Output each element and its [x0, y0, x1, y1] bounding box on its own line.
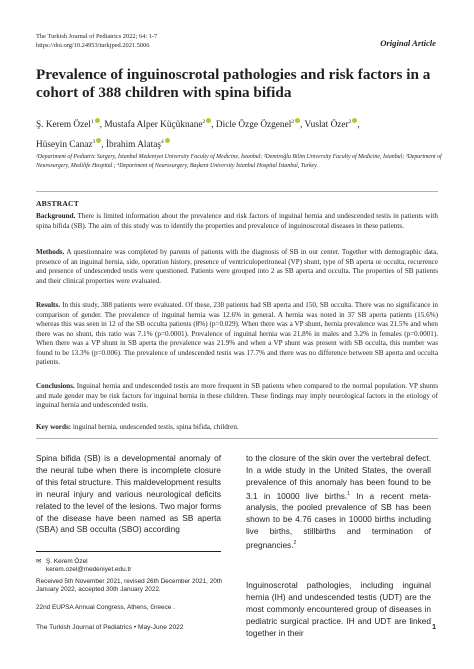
abstract-heading: ABSTRACT: [36, 199, 79, 208]
orcid-icon[interactable]: [96, 138, 101, 143]
body-right-paragraph: Inguinoscrotal pathologies, including inguinal hernia (IH) and undescended testis (UDT) are the most commonly encountered group of diseases in pediatric surgical practice. IH and UDT are linked together in their: [246, 580, 431, 638]
correspondence-name: Ş. Kerem Özel: [46, 558, 88, 565]
author-5: Hüseyin Canaz$^3$: [36, 140, 101, 150]
abstract-conclusions: Conclusions. Inguinal hernia and undescended testis are more frequent in SB patients when compared to the normal population. VP shunts and male gender may be risk factors for inguinal hernia in these children. These findings may imply neurological factors in the etiology of inguinal hernia and undescended testis.: [36, 382, 438, 409]
divider: [36, 191, 438, 192]
article-type-label: Original Article: [380, 38, 436, 48]
author-list: Ş. Kerem Özel$^1$ , Mustafa Alper Küçüknane$^2$ , Dicle Özge Özgenel$^2$ , Vuslat Özer$^2$ , Hüseyin Canaz$^3$ , İbrahim Alataş$^4$: [36, 119, 360, 151]
author-1: Ş. Kerem Özel$^1$: [36, 120, 100, 130]
orcid-icon[interactable]: [95, 118, 100, 123]
orcid-icon[interactable]: [295, 118, 300, 123]
divider: [36, 438, 438, 439]
abstract-keywords: Key words: inguinal hernia, undescended testis, spina bifida, children.: [36, 423, 239, 431]
journal-citation: The Turkish Journal of Pediatrics 2022; 64: 1-7: [36, 33, 158, 40]
author-2: Mustafa Alper Küçüknane$^2$: [104, 120, 211, 130]
submission-dates: Received 5th November 2021, revised 26th December 2021, 20th January 2022, accepted 30th January 2022.: [36, 578, 223, 594]
envelope-icon: ✉: [36, 558, 42, 565]
correspondence: [36, 558, 221, 575]
journal-header: [36, 33, 157, 50]
congress-note: 22nd EUPSA Annual Congress, Athens, Greece .: [36, 604, 175, 611]
author-3: Dicle Özge Özgenel$^2$: [216, 120, 300, 130]
orcid-icon[interactable]: [206, 118, 211, 123]
abstract-background: Background. There is limited information about the prevalence and risk factors of inguinal hernia and undescended testis in patients with spina bifida (SB). The aim of this study was to identify the properties and prevalence of inguinoscrotal diseases in these patients.: [36, 212, 438, 230]
doi-link[interactable]: https://doi.org/10.24953/turkjped.2021.5006: [36, 41, 150, 49]
affiliations: ¹Department of Pediatric Surgery, İstanbul Medeniyet University Faculty of Medicine, İstanbul; ²Demiroğlu Bilim University Faculty of Medicine, İstanbul; ³Department of Neurosurgery, Medilife Hospital ; ⁴Department of Neurosurgery, Başkent University İstanbul Hospital İstanbul, Turkey.: [36, 154, 442, 169]
author-4: Vuslat Özer$^2$: [305, 120, 358, 130]
article-title: Prevalence of inguinoscrotal pathologies and risk factors in a cohort of 388 children with spina bifida: [36, 66, 431, 101]
abstract-methods: Methods. A questionnaire was completed by parents of patients with the diagnosis of SB in our center. Together with demographic data, presence of an inguinal hernia, side, operation history, presence of ventriculoperitoneal (VP) shunt, type of SB aperta or occulta, recurrence and presence of undescended testis were questioned. Patients were grouped into 2 as SB aperta and occulta. The properties of SB patients and their clinical properties were evaluated.: [36, 248, 438, 285]
correspondence-email[interactable]: kerem.ozel@medeniyet.edu.tr: [46, 566, 132, 574]
abstract-results: Results. In this study, 388 patients were evaluated. Of these, 238 patients had SB aperta and 150, SB occulta. There was no significance in comparison of gender. The prevalence of inguinal hernia was 12.6% in general. A hernia was noted in 37 SB aperta patients (15.6%) whereas this was seen in 12 of the SB occulta patients (8%) (p=0.029). When there was a VP shunt, hernia prevalence was 21.5% and when there was no shunt, this ratio was 7.1% (p=0.0001). Prevalence of inguinal hernia was 21.8% in males and 3.2% in females (p=0.0001). When there was a VP shunt in SB aperta the prevalence was 21.9% and when a VP shunt was present with SB occulta, this number was found to be 13.3% (p=0.006). The prevalence of undescended testis was 17.7% and there was no difference between SB aperta and occulta patients.: [36, 301, 438, 366]
body-left-column: Spina bifida (SB) is a developmental anomaly of the neural tube when there is incomplete closure of this fetal structure. This maldevelopment results in neural injury and various neurological deficits related to the level of the lesions. Two major forms of the disease have been named as SB aperta (SBA) and SB occulta (SBO) according: [36, 453, 221, 535]
page-number: 1: [432, 624, 436, 631]
orcid-icon[interactable]: [165, 138, 170, 143]
footer-journal: The Turkish Journal of Pediatrics • May-June 2022: [36, 624, 184, 631]
footnote-divider: [36, 551, 221, 552]
orcid-icon[interactable]: [352, 118, 357, 123]
author-6: İbrahim Alataş$^4$: [106, 140, 170, 150]
body-right-column: to the closure of the skin over the vertebral defect. In a wide study in the United States, the overall prevalence of this anomaly has been found to be 3.1 in 10000 live births.$^1$ In a recent meta-analysis, the pooled prevalence of SB has been shown to be 4.76 cases in 10000 births including live births, stillbirths and termination of pregnancies.$^2$: [246, 453, 431, 550]
